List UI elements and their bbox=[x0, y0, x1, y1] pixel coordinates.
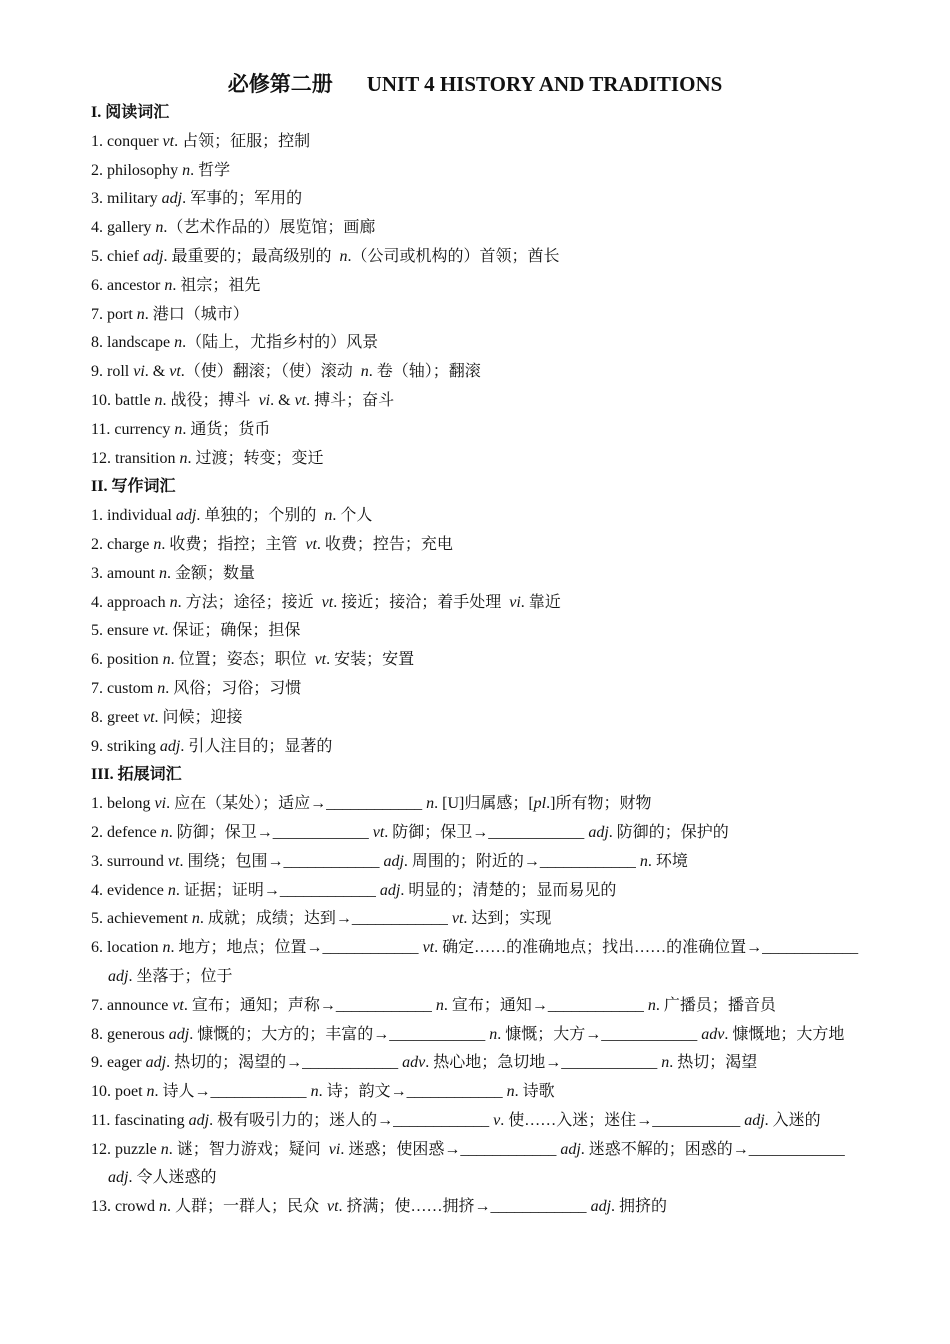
page-title bbox=[0, 68, 950, 98]
section-heading: III. 拓展词汇 bbox=[91, 766, 182, 784]
vocab-item: 6. ancestor n. 祖宗；祖先 bbox=[91, 276, 261, 294]
vocab-item: 9. eager adj. 热切的；渴望的→____________ adv. 热心地；急切地→____________ n. 热切；渴望 bbox=[91, 1054, 758, 1072]
vocab-item: 6. position n. 位置；姿态；职位 vt. 安装；安置 bbox=[91, 651, 415, 669]
vocab-item: 9. striking adj. 引人注目的；显著的 bbox=[91, 737, 333, 755]
vocab-item: 4. approach n. 方法；途径；接近 vt. 接近；接洽；着手处理 vi. 靠近 bbox=[91, 593, 561, 611]
vocabulary-content bbox=[91, 99, 861, 1222]
vocab-item: 10. poet n. 诗人→____________ n. 诗；韵文→____________ n. 诗歌 bbox=[91, 1083, 555, 1101]
vocab-item: 9. roll vi. & vt.（使）翻滚；（使）滚动 n. 卷（轴）；翻滚 bbox=[91, 363, 481, 381]
vocab-item: 10. battle n. 战役；搏斗 vi. & vt. 搏斗；奋斗 bbox=[91, 391, 395, 409]
vocab-item: 2. charge n. 收费；指控；主管 vt. 收费；控告；充电 bbox=[91, 535, 453, 553]
vocab-item: 3. surround vt. 围绕；包围→____________ adj. 周围的；附近的→____________ n. 环境 bbox=[91, 852, 688, 870]
section-heading: II. 写作词汇 bbox=[91, 478, 176, 496]
vocab-item: 1. conquer vt. 占领；征服；控制 bbox=[91, 132, 311, 150]
vocab-item: 5. ensure vt. 保证；确保；担保 bbox=[91, 622, 301, 640]
book-name: 必修第二册 bbox=[227, 72, 333, 96]
vocab-item: 7. custom n. 风俗；习俗；习惯 bbox=[91, 679, 302, 697]
vocab-item: 4. evidence n. 证据；证明→____________ adj. 明显的；清楚的；显而易见的 bbox=[91, 881, 617, 899]
vocab-item: 11. fascinating adj. 极有吸引力的；迷人的→____________ v. 使……入迷；迷住→___________ adj. 入迷的 bbox=[91, 1111, 821, 1129]
vocab-item: 5. chief adj. 最重要的；最高级别的 n.（公司或机构的）首领；酋长 bbox=[91, 247, 560, 265]
vocab-item: 3. amount n. 金额；数量 bbox=[91, 564, 256, 582]
vocab-item: 11. currency n. 通货；货币 bbox=[91, 420, 271, 438]
section-heading: I. 阅读词汇 bbox=[91, 104, 170, 121]
vocab-item: 13. crowd n. 人群；一群人；民众 vt. 挤满；使……拥挤→____________ adj. 拥挤的 bbox=[91, 1198, 668, 1216]
vocab-item: 8. greet vt. 问候；迎接 bbox=[91, 708, 243, 726]
vocab-item: 5. achievement n. 成就；成绩；达到→____________ vt. 达到；实现 bbox=[91, 910, 552, 928]
vocab-item: 12. transition n. 过渡；转变；变迁 bbox=[91, 449, 324, 467]
vocab-item: 7. port n. 港口（城市） bbox=[91, 305, 249, 323]
vocab-item: 6. location n. 地方；地点；位置→____________ vt. 确定……的准确地点；找出……的准确位置→____________ adj. 坐落于；位于 bbox=[91, 939, 859, 985]
vocab-item: 12. puzzle n. 谜；智力游戏；疑问 vi. 迷惑；使困惑→____________ adj. 迷惑不解的；困惑的→____________ adj. 令人迷惑的 bbox=[91, 1140, 845, 1187]
vocab-item: 2. defence n. 防御；保卫→____________ vt. 防御；保卫→____________ adj. 防御的；保护的 bbox=[91, 823, 729, 841]
vocab-item: 1. individual adj. 单独的；个别的 n. 个人 bbox=[91, 507, 373, 525]
vocab-item: 7. announce vt. 宣布；通知；声称→____________ n. 宣布；通知→____________ n. 广播员；播音员 bbox=[91, 996, 776, 1014]
vocab-item: 2. philosophy n. 哲学 bbox=[91, 161, 231, 179]
unit-name: UNIT 4 HISTORY AND TRADITIONS bbox=[366, 72, 723, 96]
vocab-item: 8. landscape n.（陆上，尤指乡村的）风景 bbox=[91, 334, 379, 352]
vocab-item: 8. generous adj. 慷慨的；大方的；丰富的→____________ n. 慷慨；大方→____________ adv. 慷慨地；大方地 bbox=[91, 1025, 845, 1043]
vocab-item: 4. gallery n.（艺术作品的）展览馆；画廊 bbox=[91, 219, 376, 237]
vocab-item: 3. military adj. 军事的；军用的 bbox=[91, 190, 303, 208]
vocab-item: 1. belong vi. 应在（某处）；适应→____________ n. [U]归属感；[pl.]所有物；财物 bbox=[91, 795, 652, 813]
